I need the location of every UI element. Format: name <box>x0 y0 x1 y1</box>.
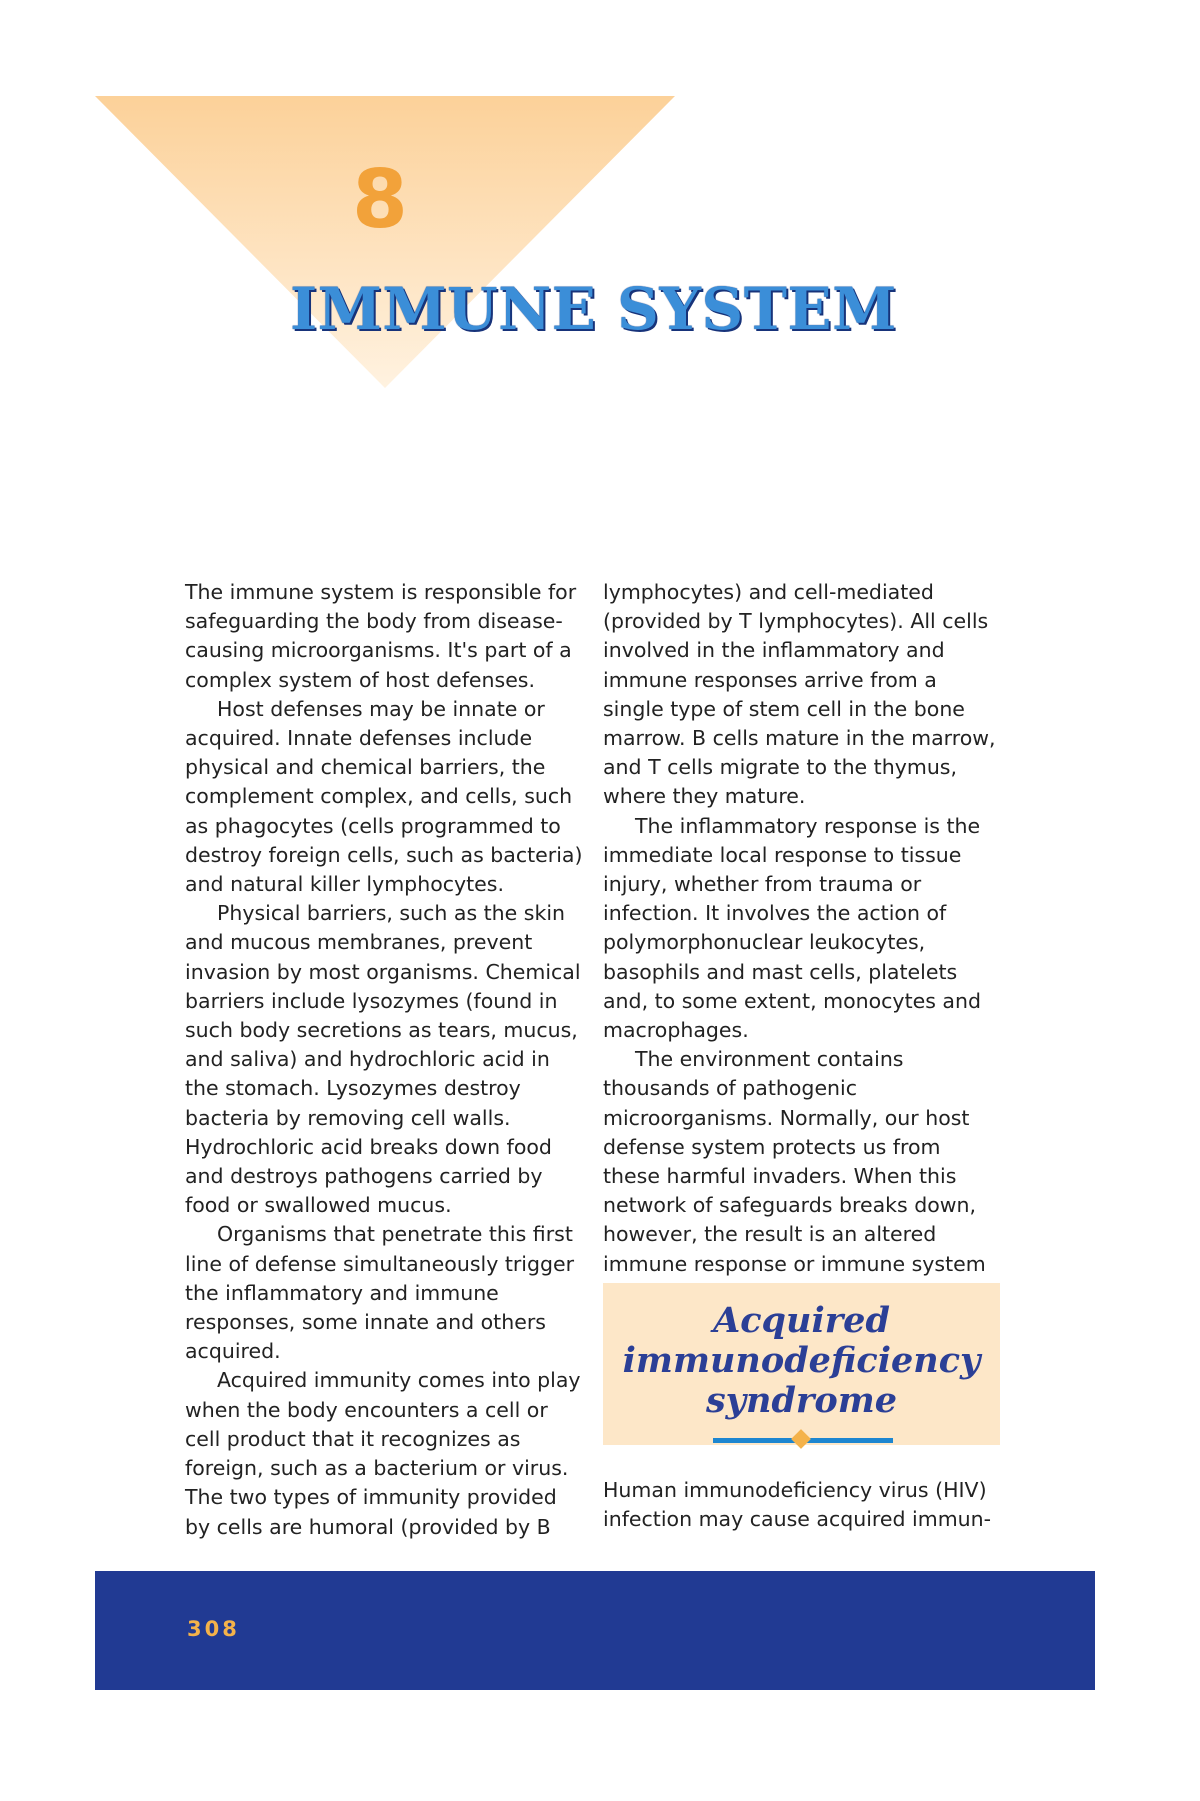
left-column <box>185 578 585 1542</box>
paragraph: Acquired immunity comes into play when the body encounters a cell or cell product that it recognizes as foreign, such as a bacterium or virus. The two types of immunity provided by cells are humoral (provided by B <box>185 1368 581 1539</box>
paragraph: The inflammatory response is the immediate local response to tissue injury, whether from trauma or infection. It involves the action of polymorphonuclear leukocytes, basophils and mast cells, platelets and, to some extent, monocytes and macrophages. <box>603 813 981 1043</box>
section-body <box>603 1476 1003 1534</box>
paragraph: lymphocytes) and cell-mediated (provided by T lymphocytes). All cells involved in the inflammatory and immune responses arrive from a single type of stem cell in the bone marrow. B cells mature in the marrow, and T cells migrate to the thymus, where they mature. <box>603 580 996 809</box>
footer-bar <box>95 1571 1095 1690</box>
paragraph: Organisms that penetrate this first line of defense simultaneously trigger the inflammatory and immune responses, some innate and others acquired. <box>185 1222 575 1364</box>
section-heading-line: immunodeficiency <box>622 1340 981 1381</box>
paragraph: The immune system is responsible for safeguarding the body from disease-causing microorganisms. It's part of a complex system of host defenses. <box>185 580 577 692</box>
page-number: 308 <box>187 1617 240 1641</box>
paragraph: Human immunodeficiency virus (HIV) infection may cause acquired immun- <box>603 1478 992 1532</box>
chapter-number: 8 <box>352 153 408 246</box>
section-heading-line: Acquired <box>713 1300 890 1341</box>
section-heading <box>603 1301 1000 1421</box>
section-heading-box <box>603 1283 1000 1445</box>
paragraph: Physical barriers, such as the skin and mucous membranes, prevent invasion by most organisms. Chemical barriers include lysozymes (found in such body secretions as tears, mucus, and saliva) and hydrochloric acid in the stomach. Lysozymes destroy bacteria by removing cell walls. Hydrochloric acid breaks down food and destroys pathogens carried by food or swallowed mucus. <box>185 901 581 1218</box>
diamond-ornament-icon <box>791 1429 811 1449</box>
paragraph: Host defenses may be innate or acquired. Innate defenses include physical and chemical barriers, the complement complex, and cells, such as phagocytes (cells programmed to destroy foreign cells, such as bacteria) and natural killer lymphocytes. <box>185 696 583 897</box>
paragraph: The environment contains thousands of pathogenic microorganisms. Normally, our host defense system protects us from these harmful invaders. When this network of safeguards breaks down, however, the result is an altered immune response or immune system <box>603 1047 986 1276</box>
section-heading-line: syndrome <box>705 1380 898 1421</box>
chapter-title: IMMUNE SYSTEM <box>290 275 897 343</box>
right-column <box>603 578 1003 1308</box>
